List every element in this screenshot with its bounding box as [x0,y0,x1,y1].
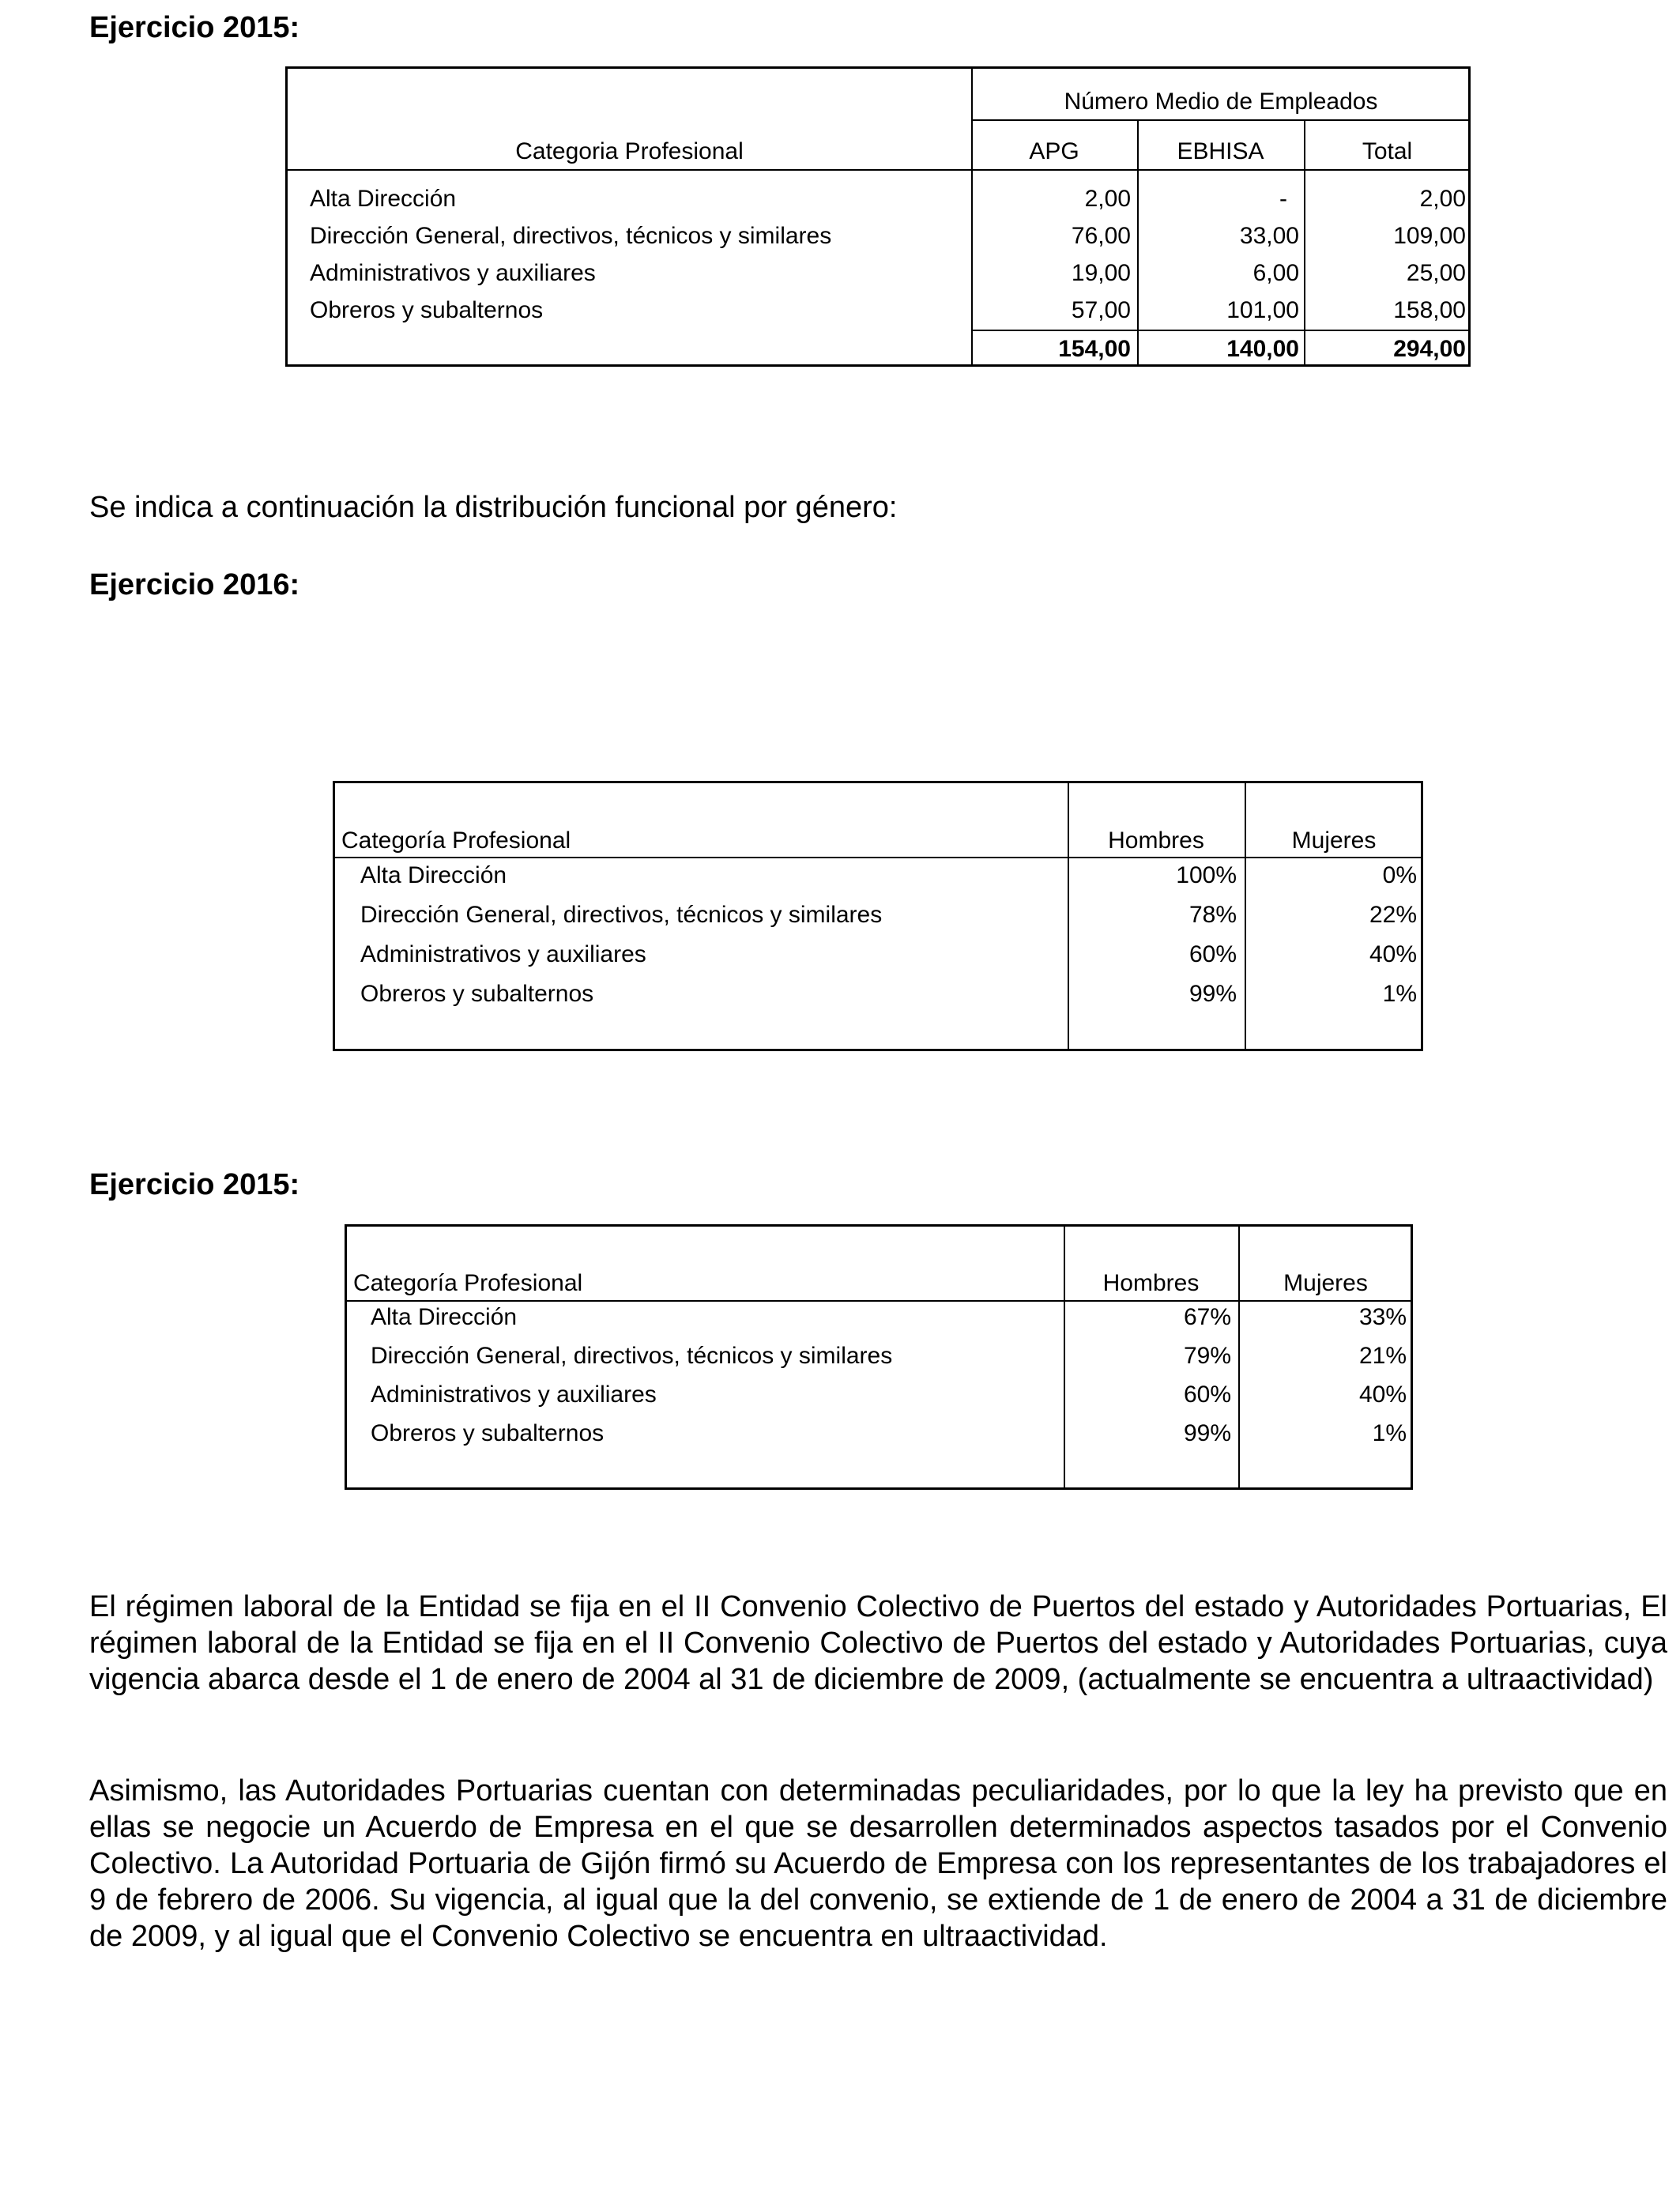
header-ebhisa: EBHISA [1177,138,1264,164]
employees-table-2015: Número Medio de Empleados Categoria Profesional APG EBHISA Total Alta Dirección 2,00 - 2,00 Dirección General, directivos, técnicos y similares 76,00 33,00 109,00 Administrativos y auxiliares 19,00 6,00 25,00 Obreros y subalternos 57,00 101,00 158,00 154,00 140,00 294,00 [285,66,1471,367]
header-apg: APG [1029,138,1079,164]
section-heading-2016: Ejercicio 2016: [89,568,300,601]
paragraph-company-agreement: Asimismo, las Autoridades Portuarias cuentan con determinadas peculiaridades, por lo que la ley ha previsto que en ellas se negocie un Acuerdo de Empresa en el que se desarrollen determinados aspectos tasados por el Convenio Colectivo. La Autoridad Portuaria de Gijón firmó su Acuerdo de Empresa con los representantes de los trabajadores el 9 de febrero de 2006. Su vigencia, al igual que la del convenio, se extiende de 1 de enero de 2004 a 31 de diciembre de 2009, y al igual que el Convenio Colectivo se encuentra en ultraactividad. [89,1774,1667,1953]
header-hombres: Hombres [1102,1270,1200,1296]
section-heading-2015-gender: Ejercicio 2015: [89,1168,300,1201]
section-heading-2015: Ejercicio 2015: [89,11,300,44]
group-header: Número Medio de Empleados [1064,89,1378,115]
header-hombres: Hombres [1108,827,1204,854]
gender-table-2015: Categoría Profesional Hombres Mujeres Alta Dirección 67% 33% Dirección General, directivos, técnicos y similares 79% 21% Administrativos y auxiliares 60% 40% Obreros y subalternos 99% 1% [345,1224,1413,1490]
intro-text: Se indica a continuación la distribución funcional por género: [89,491,898,524]
header-category: Categoría Profesional [341,827,571,854]
header-mujeres: Mujeres [1283,1270,1368,1296]
header-category: Categoría Profesional [353,1270,583,1296]
header-mujeres: Mujeres [1291,827,1377,854]
header-category: Categoria Profesional [515,138,744,164]
header-total: Total [1362,138,1413,164]
gender-table-2016: Categoría Profesional Hombres Mujeres Alta Dirección 100% 0% Dirección General, directivos, técnicos y similares 78% 22% Administrativos y auxiliares 60% 40% Obreros y subalternos 99% 1% [333,781,1423,1051]
paragraph-labor-regime: El régimen laboral de la Entidad se fija en el II Convenio Colectivo de Puertos del estado y Autoridades Portuarias, El régimen laboral de la Entidad se fija en el II Convenio Colectivo de Puertos del estado y Autoridades Portuarias, cuya vigencia abarca desde el 1 de enero de 2004 al 31 de diciembre de 2009, (actualmente se encuentra a ultraactividad) [89,1590,1667,1696]
